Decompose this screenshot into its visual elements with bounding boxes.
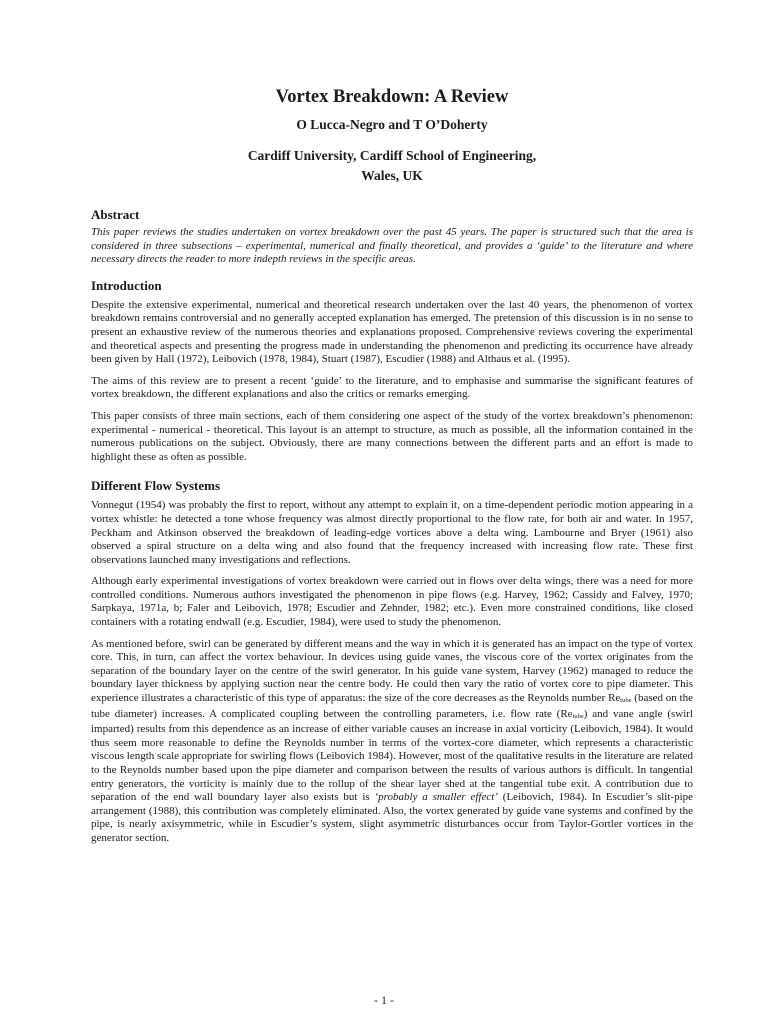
paper-authors: O Lucca-Negro and T O’Doherty xyxy=(296,117,488,132)
subscript-tube: tube xyxy=(572,712,584,720)
flow-systems-paragraph-3 xyxy=(91,638,693,846)
paper-page xyxy=(91,86,693,846)
affiliation-line-1: Cardiff University, Cardiff School of Engineering, xyxy=(247,148,537,163)
subscript-tube: tube xyxy=(620,697,632,705)
page-number: - 1 - xyxy=(374,993,394,1007)
introduction-heading: Introduction xyxy=(91,277,162,293)
affiliation xyxy=(91,146,693,186)
paper-title: Vortex Breakdown: A Review xyxy=(275,87,509,107)
abstract-heading: Abstract xyxy=(91,207,140,222)
paragraph-segment: ) and vane angle (swirl imparted) results from this dependence as an increase of either variable causes an increase in axial vorticity (Leibovich, 1984). It would thus seem more reasonable to define the Reynolds number in terms of the vortex-core diameter, which represents a characteristic viscous length scale appropriate for swirling flows (Leibovich 1984). However, most of the qualitative results in the literature are related to the Reynolds number based upon the pipe diameter and comparison between the results of various authors is difficult. In tangential entry generators, the vorticity is mainly due to the rollup of the shear layer shed at the tangential tube exit. A contribution due to separation of the end wall boundary layer also exists but is xyxy=(91,707,693,804)
flow-systems-paragraph-1: Vonnegut (1954) was probably the first to report, without any attempt to explain it, on a time-dependent periodic motion appearing in a vortex whistle: he detected a tone whose frequency was almost directly proportional to the flow rate, for both air and water. In 1957, Peckham and Atkinson observed the breakdown of leading-edge vortices above a delta wing. Lambourne and Bryer (1961) also observed a spiral structure on a delta wing and also found that the frequency increased with increasing flow rate. These first observations launched many investigations and reflections. xyxy=(91,499,693,566)
abstract-text: This paper reviews the studies undertaken on vortex breakdown over the past 45 years. The paper is structured such that the area is considered in three subsections – experimental, numerical and finally theoretical, and provides a ‘guide’ to the literature and where necessary directs the reader to more indepth reviews in the specific areas. xyxy=(91,226,693,266)
paragraph-segment: (based on the tube diameter) increases. A complicated coupling between the controlling parameters, i.e. flow rate (Re xyxy=(91,692,693,720)
flow-systems-paragraph-2: Although early experimental investigations of vortex breakdown were carried out in flows over delta wings, there was a need for more controlled conditions. Numerous authors investigated the phenomenon in pipe flows (e.g. Harvey, 1962; Cassidy and Falvey, 1970; Sarpkaya, 1971a, b; Faler and Leibovich, 1978; Escudier and Zehnder, 1982; etc.). Even more constrained conditions, like closed containers with a rotating endwall (e.g. Escudier, 1984), were used to study the phenomenon. xyxy=(91,575,693,629)
introduction-paragraph-1: Despite the extensive experimental, numerical and theoretical research undertaken over the last 40 years, the phenomenon of vortex breakdown remains controversial and no generally accepted explanation has emerged. The pretension of this discussion is in no sense to present an exhaustive review of the numerous theories and explanations proposed. Comprehensive reviews covering the experimental and theoretical aspects and presenting the progress made in understanding the phenomenon and predicting its occurrence have already been given by Hall (1972), Leibovich (1978, 1984), Stuart (1987), Escudier (1988) and Althaus et al. (1995). xyxy=(91,298,693,366)
introduction-paragraph-3: This paper consists of three main sections, each of them considering one aspect of the study of the vortex breakdown’s phenomenon: experimental - numerical - theoretical. This layout is an attempt to structure, as much as possible, all the information contained in the numerous publications on the subject. Obviously, there are many connections between the different parts and an effort is made to highlight these as often as possible. xyxy=(91,409,693,463)
affiliation-line-2: Wales, UK xyxy=(361,168,423,183)
paragraph-segment: As mentioned before, swirl can be generated by different means and the way in which it is generated has an impact on the type of vortex core. This, in turn, can affect the vortex behaviour. In devices using guide vanes, the viscous core of the vortex originates from the separation of the boundary layer on the centre of the swirl generator. In his guide vane system, Harvey (1962) managed to reduce the boundary layer thickness by applying suction near the centre body. He could then vary the ratio of vortex core to pipe diameter. This experience illustrates a characteristic of this type of apparatus: the size of the core decreases as the Reynolds number Re xyxy=(91,637,693,705)
introduction-paragraph-2: The aims of this review are to present a recent ‘guide’ to the literature, and to emphasise and summarise the significant features of vortex breakdown, the different explanations and also the critics or remarks emerging. xyxy=(91,374,693,401)
paragraph-segment: (Leibovich, 1984). In Escudier’s slit-pipe arrangement (1988), this contribution was completely eliminated. Also, the vortex generated by guide vane systems and confined by the pipe, is nearly axisymmetric, while in Escudier’s system, slight asymmetric disturbances occur from Taylor-Gortler vortices in the generator section. xyxy=(91,791,694,844)
flow-systems-heading: Different Flow Systems xyxy=(91,478,221,494)
quoted-phrase: ‘probably a smaller effect’ xyxy=(374,791,498,804)
